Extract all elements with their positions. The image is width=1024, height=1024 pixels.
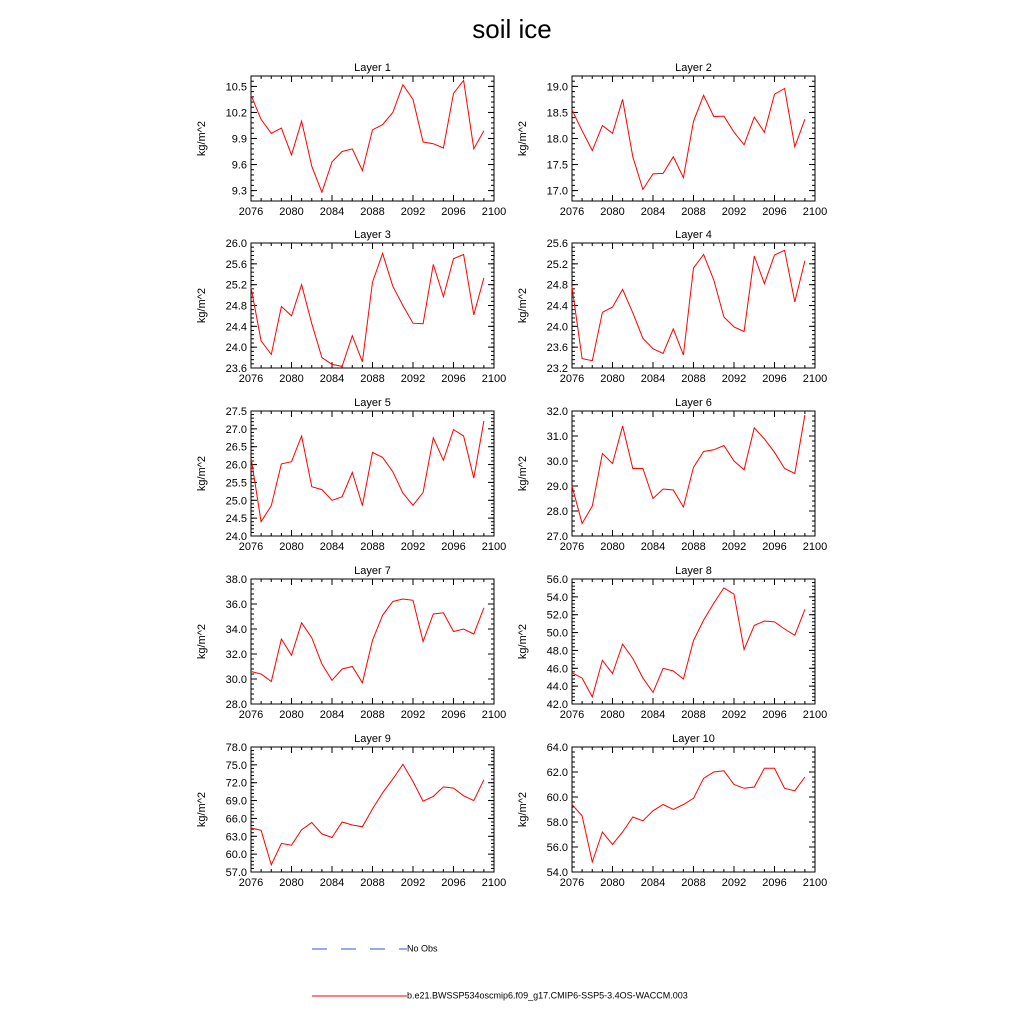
y-tick-label: 26.5 (225, 441, 247, 454)
y-tick-label: 34.0 (225, 624, 247, 636)
plot-frame (572, 411, 815, 536)
series-line (251, 421, 484, 522)
y-axis-label: kg/m^2 (517, 287, 529, 324)
x-tick-label: 2076 (238, 877, 264, 889)
y-tick-label: 23.6 (225, 363, 247, 375)
x-tick-label: 2088 (681, 877, 706, 889)
y-tick-label: 25.0 (225, 495, 247, 508)
y-axis-label: kg/m^2 (517, 455, 529, 492)
y-tick-label: 24.8 (546, 279, 568, 292)
y-tick-label: 63.0 (225, 831, 247, 844)
x-tick-label: 2080 (600, 709, 625, 721)
panel-layer-1 (196, 62, 506, 218)
y-tick-label: 24.5 (225, 513, 247, 526)
plot-frame (251, 411, 494, 536)
y-tick-label: 62.0 (546, 767, 568, 779)
legend-obs-line (312, 942, 407, 956)
x-tick-label: 2084 (640, 541, 666, 553)
y-tick-label: 36.0 (225, 599, 247, 611)
x-tick-label: 2076 (559, 541, 585, 553)
y-tick-label: 26.0 (225, 459, 247, 472)
legend-obs (312, 942, 438, 956)
y-tick-label: 25.5 (225, 477, 247, 490)
legend-model (312, 989, 688, 1003)
x-tick-label: 2092 (400, 206, 426, 218)
y-tick-label: 24.4 (546, 300, 568, 313)
panel-layer-9 (196, 733, 506, 889)
y-tick-label: 25.2 (546, 258, 568, 271)
panel-title: Layer 4 (675, 229, 712, 241)
x-tick-label: 2100 (802, 877, 828, 889)
panel-layer-8 (517, 565, 827, 721)
panel-title: Layer 1 (354, 62, 391, 74)
panel-layer-6 (517, 397, 827, 553)
y-tick-label: 56.0 (546, 574, 568, 586)
y-tick-label: 64.0 (546, 742, 568, 754)
y-tick-label: 42.0 (546, 699, 568, 711)
x-tick-label: 2076 (238, 541, 264, 553)
legend-model-label: b.e21.BWSSP534oscmip6.f09_g17.CMIP6-SSP5-3.4OS-WACCM.003 (407, 990, 688, 1001)
x-tick-label: 2092 (721, 206, 747, 218)
x-tick-label: 2092 (400, 373, 426, 385)
y-axis-label: kg/m^2 (196, 287, 208, 324)
y-tick-label: 19.0 (546, 81, 568, 94)
y-tick-label: 54.0 (546, 867, 568, 879)
y-tick-label: 60.0 (546, 792, 568, 804)
panel-layer-5 (196, 397, 506, 553)
y-tick-label: 50.0 (546, 627, 568, 640)
x-tick-label: 2092 (721, 373, 747, 385)
y-axis-label: kg/m^2 (196, 791, 208, 828)
y-axis-label: kg/m^2 (196, 455, 208, 492)
y-tick-label: 54.0 (546, 591, 568, 604)
y-tick-label: 24.8 (225, 300, 247, 313)
y-axis-label: kg/m^2 (196, 623, 208, 660)
y-tick-label: 24.4 (225, 321, 247, 334)
x-tick-label: 2080 (600, 541, 625, 553)
series-line (572, 89, 805, 190)
panel-title: Layer 5 (354, 397, 391, 409)
panel-title: Layer 6 (675, 397, 712, 409)
x-tick-label: 2084 (319, 206, 345, 218)
x-tick-label: 2096 (762, 709, 787, 721)
x-tick-label: 2092 (721, 877, 747, 889)
x-tick-label: 2084 (319, 877, 345, 889)
y-tick-label: 25.6 (225, 258, 247, 271)
x-tick-label: 2076 (238, 373, 264, 385)
x-tick-label: 2096 (441, 206, 466, 218)
plot-frame (251, 243, 494, 368)
plot-frame (572, 243, 815, 368)
series-line (251, 599, 484, 683)
y-tick-label: 32.0 (225, 649, 247, 661)
x-tick-label: 2088 (681, 541, 706, 553)
y-tick-label: 10.2 (225, 107, 247, 120)
series-line (572, 415, 805, 524)
x-tick-label: 2084 (640, 206, 666, 218)
y-tick-label: 66.0 (225, 813, 247, 826)
x-tick-label: 2080 (600, 877, 625, 889)
y-tick-label: 18.5 (546, 107, 568, 120)
panel-layer-3 (196, 229, 506, 385)
y-tick-label: 60.0 (225, 849, 247, 862)
y-tick-label: 9.6 (231, 159, 247, 172)
legend-obs-label: No Obs (407, 943, 438, 954)
panel-title: Layer 10 (672, 733, 715, 745)
x-tick-label: 2092 (400, 709, 426, 721)
y-tick-label: 9.3 (231, 185, 247, 198)
series-line (251, 80, 484, 192)
x-tick-label: 2076 (559, 373, 585, 385)
y-tick-label: 78.0 (225, 742, 247, 754)
y-tick-label: 18.0 (546, 133, 568, 146)
y-tick-label: 57.0 (225, 867, 247, 879)
x-tick-label: 2092 (400, 541, 426, 553)
y-tick-label: 72.0 (225, 777, 247, 790)
x-tick-label: 2092 (400, 877, 426, 889)
y-tick-label: 23.2 (546, 363, 568, 375)
series-line (572, 768, 805, 862)
plot-frame (572, 747, 815, 872)
x-tick-label: 2088 (360, 541, 385, 553)
x-tick-label: 2088 (681, 373, 706, 385)
y-tick-label: 17.0 (546, 185, 568, 198)
y-tick-label: 44.0 (546, 681, 568, 694)
y-tick-label: 24.0 (546, 321, 568, 334)
y-tick-label: 58.0 (546, 817, 568, 829)
x-tick-label: 2084 (319, 373, 345, 385)
legend-model-line (312, 989, 407, 1003)
y-tick-label: 28.0 (225, 699, 247, 711)
y-tick-label: 52.0 (546, 609, 568, 622)
x-tick-label: 2080 (279, 709, 304, 721)
x-tick-label: 2076 (559, 709, 585, 721)
x-tick-label: 2080 (600, 373, 625, 385)
x-tick-label: 2096 (762, 877, 787, 889)
panel-title: Layer 8 (675, 565, 712, 577)
panel-layer-4 (517, 229, 827, 385)
x-tick-label: 2088 (681, 206, 706, 218)
y-tick-label: 32.0 (546, 406, 568, 418)
x-tick-label: 2076 (559, 877, 585, 889)
x-tick-label: 2088 (360, 206, 385, 218)
x-tick-label: 2080 (600, 206, 625, 218)
x-tick-label: 2088 (360, 877, 385, 889)
panel-layer-7 (196, 565, 506, 721)
series-line (572, 250, 805, 360)
x-tick-label: 2080 (279, 373, 304, 385)
y-tick-label: 24.0 (225, 531, 247, 543)
x-tick-label: 2084 (319, 541, 345, 553)
panel-title: Layer 9 (354, 733, 391, 745)
x-tick-label: 2096 (441, 709, 466, 721)
x-tick-label: 2096 (762, 373, 787, 385)
x-tick-label: 2100 (802, 709, 828, 721)
x-tick-label: 2100 (481, 541, 507, 553)
x-tick-label: 2100 (481, 373, 507, 385)
y-tick-label: 9.9 (231, 133, 247, 146)
x-tick-label: 2084 (640, 877, 666, 889)
y-tick-label: 30.0 (225, 674, 247, 686)
panel-title: Layer 2 (675, 62, 712, 74)
y-tick-label: 25.2 (225, 279, 247, 292)
y-tick-label: 27.0 (546, 531, 568, 543)
x-tick-label: 2096 (441, 877, 466, 889)
y-tick-label: 56.0 (546, 842, 568, 854)
y-tick-label: 10.5 (225, 81, 247, 94)
plot-frame (251, 76, 494, 201)
x-tick-label: 2100 (481, 877, 507, 889)
y-tick-label: 48.0 (546, 645, 568, 658)
series-line (251, 764, 484, 865)
y-tick-label: 30.0 (546, 456, 568, 468)
y-axis-label: kg/m^2 (196, 120, 208, 157)
series-line (572, 588, 805, 697)
y-tick-label: 17.5 (546, 159, 568, 172)
x-tick-label: 2084 (640, 373, 666, 385)
x-tick-label: 2096 (441, 541, 466, 553)
series-line (251, 253, 484, 366)
x-tick-label: 2100 (481, 206, 507, 218)
panel-layer-10 (517, 733, 827, 889)
y-tick-label: 28.0 (546, 506, 568, 518)
y-tick-label: 27.0 (225, 423, 247, 436)
y-tick-label: 27.5 (225, 406, 247, 418)
y-tick-label: 69.0 (225, 795, 247, 808)
x-tick-label: 2100 (802, 541, 828, 553)
y-tick-label: 38.0 (225, 574, 247, 586)
x-tick-label: 2088 (360, 373, 385, 385)
y-tick-label: 23.6 (546, 342, 568, 355)
x-tick-label: 2076 (238, 709, 264, 721)
y-tick-label: 75.0 (225, 759, 247, 772)
x-tick-label: 2088 (360, 709, 385, 721)
x-tick-label: 2092 (721, 709, 747, 721)
figure-title: soil ice (472, 14, 552, 44)
panel-layer-2 (517, 62, 827, 218)
y-tick-label: 31.0 (546, 431, 568, 443)
panel-title: Layer 7 (354, 565, 391, 577)
x-tick-label: 2100 (802, 373, 828, 385)
y-tick-label: 29.0 (546, 481, 568, 493)
y-axis-label: kg/m^2 (517, 623, 529, 660)
y-tick-label: 25.6 (546, 238, 568, 250)
y-tick-label: 24.0 (225, 342, 247, 355)
x-tick-label: 2080 (279, 541, 304, 553)
x-tick-label: 2092 (721, 541, 747, 553)
x-tick-label: 2076 (559, 206, 585, 218)
x-tick-label: 2076 (238, 206, 264, 218)
y-tick-label: 46.0 (546, 663, 568, 676)
x-tick-label: 2100 (802, 206, 828, 218)
y-tick-label: 26.0 (225, 238, 247, 250)
x-tick-label: 2084 (319, 709, 345, 721)
y-axis-label: kg/m^2 (517, 120, 529, 157)
panel-title: Layer 3 (354, 229, 391, 241)
x-tick-label: 2088 (681, 709, 706, 721)
plot-frame (572, 76, 815, 201)
x-tick-label: 2096 (441, 373, 466, 385)
x-tick-label: 2096 (762, 206, 787, 218)
x-tick-label: 2084 (640, 709, 666, 721)
x-tick-label: 2100 (481, 709, 507, 721)
x-tick-label: 2080 (279, 877, 304, 889)
x-tick-label: 2080 (279, 206, 304, 218)
y-axis-label: kg/m^2 (517, 791, 529, 828)
x-tick-label: 2096 (762, 541, 787, 553)
